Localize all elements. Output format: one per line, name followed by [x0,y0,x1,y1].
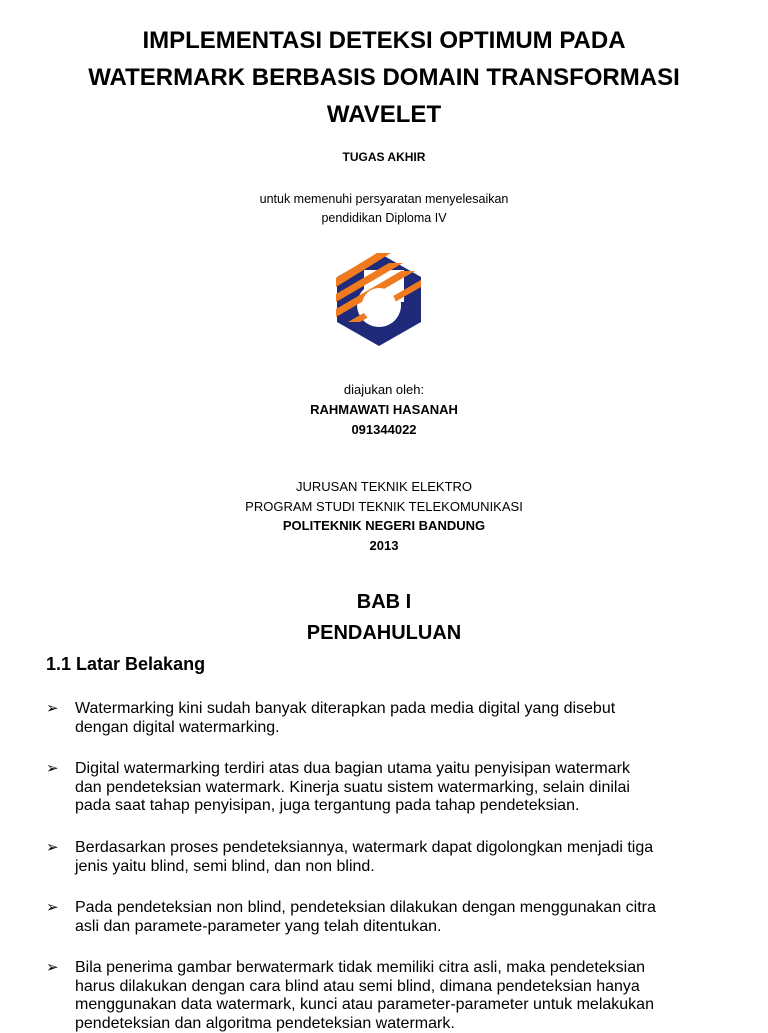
polban-logo-icon [334,250,424,348]
submitted-by-label: diajukan oleh: [0,380,768,400]
bullet-line: Digital watermarking terdiri atas dua bagian utama yaitu penyisipan watermark [75,760,736,779]
bullet-line: Bila penerima gambar berwatermark tidak memiliki citra asli, maka pendeteksian [75,959,736,978]
bullet-line: pada saat tahap penyisipan, juga tergantung pada tahap pendeteksian. [75,797,736,816]
purpose-line: untuk memenuhi persyaratan menyelesaikan [0,190,768,209]
school-name: POLITEKNIK NEGERI BANDUNG [0,516,768,536]
purpose-statement [0,190,768,228]
document-title [40,22,728,133]
year: 2013 [0,536,768,556]
submission-block [0,380,768,440]
bullet-line: Pada pendeteksian non blind, pendeteksian dilakukan dengan menggunakan citra [75,899,736,918]
section-heading: 1.1 Latar Belakang [46,654,205,675]
chapter-number: BAB I [0,587,768,618]
bullet-line: menggunakan data watermark, kunci atau parameter-parameter untuk melakukan [75,996,736,1015]
arrow-bullet-icon: ➢ [46,760,59,779]
chapter-title: PENDAHULUAN [0,618,768,649]
bullet-item [46,700,736,737]
bullet-item [46,839,736,876]
bullet-line: harus dilakukan dengan cara blind atau semi blind, dimana pendeteksian hanya [75,978,736,997]
author-name: RAHMAWATI HASANAH [0,400,768,420]
arrow-bullet-icon: ➢ [46,839,59,858]
title-line: WAVELET [40,96,728,133]
department-name: JURUSAN TEKNIK ELEKTRO [0,477,768,497]
bullet-line: Watermarking kini sudah banyak diterapkan pada media digital yang disebut [75,700,736,719]
arrow-bullet-icon: ➢ [46,700,59,719]
bullet-line: dan pendeteksian watermark. Kinerja suatu sistem watermarking, selain dinilai [75,779,736,798]
document-subtitle: TUGAS AKHIR [0,150,768,164]
bullet-item [46,899,736,936]
title-line: WATERMARK BERBASIS DOMAIN TRANSFORMASI [40,59,728,96]
bullet-item [46,959,736,1033]
bullet-line: jenis yaitu blind, semi blind, dan non blind. [75,858,736,877]
bullet-line: dengan digital watermarking. [75,719,736,738]
program-name: PROGRAM STUDI TEKNIK TELEKOMUNIKASI [0,497,768,517]
bullet-line: pendeteksian dan algoritma pendeteksian watermark. [75,1015,736,1033]
logo-hole [362,288,396,322]
chapter-heading [0,587,768,649]
title-line: IMPLEMENTASI DETEKSI OPTIMUM PADA [40,22,728,59]
bullet-line: asli dan paramete-parameter yang telah ditentukan. [75,918,736,937]
student-id: 091344022 [0,420,768,440]
institution-block [0,477,768,555]
purpose-line: pendidikan Diploma IV [0,209,768,228]
arrow-bullet-icon: ➢ [46,959,59,978]
bullet-item [46,760,736,816]
bullet-line: Berdasarkan proses pendeteksiannya, watermark dapat digolongkan menjadi tiga [75,839,736,858]
arrow-bullet-icon: ➢ [46,899,59,918]
